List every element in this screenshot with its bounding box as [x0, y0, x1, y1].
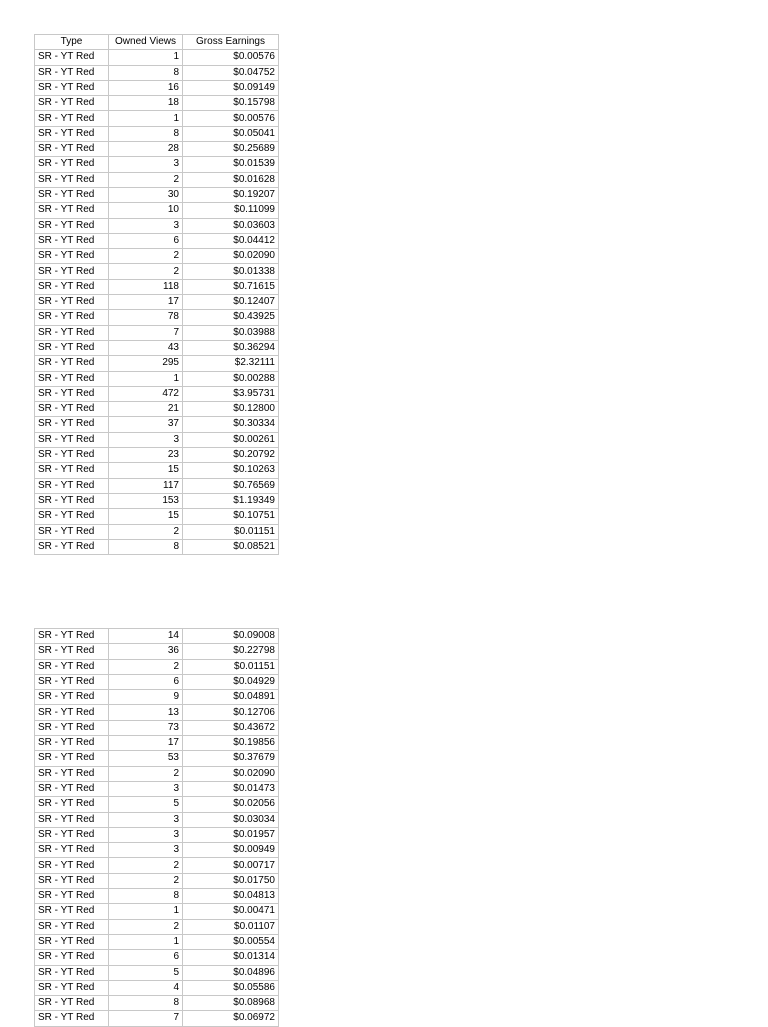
table-row: [35, 80, 279, 95]
table-row: [35, 249, 279, 264]
type-cell[interactable]: SR - YT Red: [35, 417, 109, 432]
owned-views-cell[interactable]: 14: [109, 629, 183, 644]
table-row: [35, 371, 279, 386]
table-row: [35, 279, 279, 294]
table-row: [35, 417, 279, 432]
type-cell[interactable]: SR - YT Red: [35, 1011, 109, 1026]
type-cell[interactable]: SR - YT Red: [35, 279, 109, 294]
owned-views-cell[interactable]: 2: [109, 659, 183, 674]
gross-earnings-cell[interactable]: $0.01957: [183, 827, 279, 842]
table-row: [35, 827, 279, 842]
gross-earnings-cell[interactable]: $0.19856: [183, 736, 279, 751]
table-row: [35, 111, 279, 126]
table-row: [35, 264, 279, 279]
gross-earnings-cell[interactable]: $0.71615: [183, 279, 279, 294]
table-row: [35, 889, 279, 904]
owned-views-cell[interactable]: 153: [109, 493, 183, 508]
type-cell[interactable]: SR - YT Red: [35, 157, 109, 172]
table-row: [35, 310, 279, 325]
table-row: [35, 736, 279, 751]
table-row: [35, 356, 279, 371]
type-cell[interactable]: SR - YT Red: [35, 142, 109, 157]
gross-earnings-cell[interactable]: $0.36294: [183, 340, 279, 355]
type-cell[interactable]: SR - YT Red: [35, 172, 109, 187]
owned-views-cell[interactable]: 8: [109, 996, 183, 1011]
owned-views-cell[interactable]: 2: [109, 858, 183, 873]
owned-views-cell[interactable]: 9: [109, 690, 183, 705]
type-cell[interactable]: SR - YT Red: [35, 629, 109, 644]
owned-views-cell[interactable]: 1: [109, 50, 183, 65]
owned-views-cell[interactable]: 73: [109, 720, 183, 735]
type-cell[interactable]: SR - YT Red: [35, 812, 109, 827]
type-cell[interactable]: SR - YT Red: [35, 919, 109, 934]
owned-views-cell[interactable]: 3: [109, 827, 183, 842]
owned-views-cell[interactable]: 7: [109, 325, 183, 340]
gross-earnings-cell[interactable]: $0.00949: [183, 843, 279, 858]
table-row: [35, 934, 279, 949]
owned-views-cell[interactable]: 36: [109, 644, 183, 659]
gross-earnings-cell[interactable]: $0.25689: [183, 142, 279, 157]
type-cell[interactable]: SR - YT Red: [35, 249, 109, 264]
owned-views-cell[interactable]: 3: [109, 432, 183, 447]
table-row: [35, 463, 279, 478]
type-cell[interactable]: SR - YT Red: [35, 218, 109, 233]
gross-earnings-cell[interactable]: $0.05041: [183, 126, 279, 141]
gross-earnings-cell[interactable]: $0.01314: [183, 950, 279, 965]
gross-earnings-cell[interactable]: $0.02090: [183, 766, 279, 781]
owned-views-cell[interactable]: 295: [109, 356, 183, 371]
owned-views-cell[interactable]: 17: [109, 736, 183, 751]
type-cell[interactable]: SR - YT Red: [35, 493, 109, 508]
owned-views-cell[interactable]: 21: [109, 402, 183, 417]
gross-earnings-cell[interactable]: $0.10751: [183, 509, 279, 524]
owned-views-cell[interactable]: 3: [109, 157, 183, 172]
gross-earnings-cell[interactable]: $2.32111: [183, 356, 279, 371]
gross-earnings-cell[interactable]: $0.03603: [183, 218, 279, 233]
owned-views-cell[interactable]: 3: [109, 812, 183, 827]
table-row: [35, 904, 279, 919]
owned-views-cell[interactable]: 2: [109, 249, 183, 264]
owned-views-cell[interactable]: 8: [109, 889, 183, 904]
type-cell[interactable]: SR - YT Red: [35, 126, 109, 141]
type-cell[interactable]: SR - YT Red: [35, 340, 109, 355]
table-row: [35, 478, 279, 493]
gross-earnings-cell[interactable]: $0.09149: [183, 80, 279, 95]
type-cell[interactable]: SR - YT Red: [35, 80, 109, 95]
gross-earnings-cell[interactable]: $0.15798: [183, 96, 279, 111]
table-row: [35, 980, 279, 995]
type-cell[interactable]: SR - YT Red: [35, 478, 109, 493]
table-row: [35, 812, 279, 827]
type-cell[interactable]: SR - YT Red: [35, 96, 109, 111]
type-cell[interactable]: SR - YT Red: [35, 858, 109, 873]
owned-views-cell[interactable]: 5: [109, 965, 183, 980]
table-row: [35, 187, 279, 202]
gross-earnings-cell[interactable]: $0.04891: [183, 690, 279, 705]
table-row: [35, 509, 279, 524]
type-cell[interactable]: SR - YT Red: [35, 325, 109, 340]
table-row: [35, 674, 279, 689]
type-cell[interactable]: SR - YT Red: [35, 509, 109, 524]
type-cell[interactable]: SR - YT Red: [35, 463, 109, 478]
owned-views-cell[interactable]: 6: [109, 233, 183, 248]
type-cell[interactable]: SR - YT Red: [35, 736, 109, 751]
owned-views-cell[interactable]: 2: [109, 873, 183, 888]
owned-views-cell[interactable]: 2: [109, 172, 183, 187]
gross-earnings-cell[interactable]: $0.37679: [183, 751, 279, 766]
owned-views-cell[interactable]: 8: [109, 126, 183, 141]
table-row: [35, 965, 279, 980]
table-row: [35, 340, 279, 355]
type-cell[interactable]: SR - YT Red: [35, 873, 109, 888]
type-cell[interactable]: SR - YT Red: [35, 402, 109, 417]
gross-earnings-cell[interactable]: $0.30334: [183, 417, 279, 432]
type-cell[interactable]: SR - YT Red: [35, 904, 109, 919]
gross-earnings-cell[interactable]: $0.09008: [183, 629, 279, 644]
type-cell[interactable]: SR - YT Red: [35, 50, 109, 65]
owned-views-cell[interactable]: 1: [109, 934, 183, 949]
type-cell[interactable]: SR - YT Red: [35, 797, 109, 812]
owned-views-cell[interactable]: 16: [109, 80, 183, 95]
table-row: [35, 996, 279, 1011]
gross-earnings-cell[interactable]: $0.00261: [183, 432, 279, 447]
gross-earnings-cell[interactable]: $0.00554: [183, 934, 279, 949]
gross-earnings-cell[interactable]: $0.43925: [183, 310, 279, 325]
gross-earnings-cell[interactable]: $0.01151: [183, 659, 279, 674]
gross-earnings-cell[interactable]: $0.10263: [183, 463, 279, 478]
type-cell[interactable]: SR - YT Red: [35, 674, 109, 689]
owned-views-cell[interactable]: 1: [109, 111, 183, 126]
owned-views-cell[interactable]: 117: [109, 478, 183, 493]
gross-earnings-cell[interactable]: $0.03988: [183, 325, 279, 340]
gross-earnings-cell[interactable]: $0.04896: [183, 965, 279, 980]
gross-earnings-cell[interactable]: $3.95731: [183, 386, 279, 401]
table-row: [35, 843, 279, 858]
owned-views-cell[interactable]: 1: [109, 904, 183, 919]
owned-views-cell[interactable]: 78: [109, 310, 183, 325]
owned-views-cell[interactable]: 3: [109, 781, 183, 796]
type-cell[interactable]: SR - YT Red: [35, 111, 109, 126]
gross-earnings-cell[interactable]: $0.04929: [183, 674, 279, 689]
table-row: [35, 720, 279, 735]
table-row: [35, 766, 279, 781]
owned-views-cell[interactable]: 2: [109, 919, 183, 934]
table-body: [35, 50, 279, 555]
table-row: [35, 203, 279, 218]
table-row: [35, 705, 279, 720]
table-row: [35, 126, 279, 141]
earnings-table-2: [34, 628, 279, 1027]
gross-earnings-header[interactable]: Gross Earnings: [183, 35, 279, 50]
owned-views-cell[interactable]: 2: [109, 264, 183, 279]
type-cell[interactable]: SR - YT Red: [35, 65, 109, 80]
owned-views-cell[interactable]: 18: [109, 96, 183, 111]
owned-views-cell[interactable]: 6: [109, 674, 183, 689]
owned-views-cell[interactable]: 43: [109, 340, 183, 355]
gross-earnings-cell[interactable]: $0.01151: [183, 524, 279, 539]
type-cell[interactable]: SR - YT Red: [35, 980, 109, 995]
owned-views-cell[interactable]: 15: [109, 509, 183, 524]
table-row: [35, 218, 279, 233]
type-cell[interactable]: SR - YT Red: [35, 371, 109, 386]
gross-earnings-cell[interactable]: $0.06972: [183, 1011, 279, 1026]
type-cell[interactable]: SR - YT Red: [35, 187, 109, 202]
gross-earnings-cell[interactable]: $0.01628: [183, 172, 279, 187]
owned-views-cell[interactable]: 17: [109, 295, 183, 310]
gross-earnings-cell[interactable]: $0.00576: [183, 111, 279, 126]
type-cell[interactable]: SR - YT Red: [35, 889, 109, 904]
table-row: [35, 751, 279, 766]
gross-earnings-cell[interactable]: $0.22798: [183, 644, 279, 659]
gross-earnings-cell[interactable]: $0.00288: [183, 371, 279, 386]
gross-earnings-cell[interactable]: $0.01107: [183, 919, 279, 934]
gross-earnings-cell[interactable]: $0.12800: [183, 402, 279, 417]
type-cell[interactable]: SR - YT Red: [35, 843, 109, 858]
table-row: [35, 858, 279, 873]
table-row: [35, 96, 279, 111]
gross-earnings-cell[interactable]: $0.03034: [183, 812, 279, 827]
owned-views-cell[interactable]: 4: [109, 980, 183, 995]
owned-views-header[interactable]: Owned Views: [109, 35, 183, 50]
owned-views-cell[interactable]: 8: [109, 539, 183, 554]
table-row: [35, 781, 279, 796]
table-body: [35, 629, 279, 1027]
type-cell[interactable]: SR - YT Red: [35, 950, 109, 965]
owned-views-cell[interactable]: 6: [109, 950, 183, 965]
gross-earnings-cell[interactable]: $0.00717: [183, 858, 279, 873]
type-cell[interactable]: SR - YT Red: [35, 751, 109, 766]
owned-views-cell[interactable]: 118: [109, 279, 183, 294]
owned-views-cell[interactable]: 2: [109, 766, 183, 781]
gross-earnings-cell[interactable]: $0.01338: [183, 264, 279, 279]
owned-views-cell[interactable]: 53: [109, 751, 183, 766]
gross-earnings-cell[interactable]: $0.11099: [183, 203, 279, 218]
table-row: [35, 295, 279, 310]
header-row: [35, 35, 279, 50]
type-cell[interactable]: SR - YT Red: [35, 644, 109, 659]
gross-earnings-cell[interactable]: $0.00576: [183, 50, 279, 65]
table-row: [35, 142, 279, 157]
gross-earnings-cell[interactable]: $0.04813: [183, 889, 279, 904]
gross-earnings-cell[interactable]: $0.08521: [183, 539, 279, 554]
type-cell[interactable]: SR - YT Red: [35, 233, 109, 248]
gross-earnings-cell[interactable]: $0.04752: [183, 65, 279, 80]
owned-views-cell[interactable]: 1: [109, 371, 183, 386]
table-row: [35, 659, 279, 674]
gross-earnings-cell[interactable]: $0.08968: [183, 996, 279, 1011]
owned-views-cell[interactable]: 7: [109, 1011, 183, 1026]
gross-earnings-cell[interactable]: $0.76569: [183, 478, 279, 493]
type-cell[interactable]: SR - YT Red: [35, 539, 109, 554]
owned-views-cell[interactable]: 8: [109, 65, 183, 80]
owned-views-cell[interactable]: 3: [109, 843, 183, 858]
owned-views-cell[interactable]: 23: [109, 448, 183, 463]
gross-earnings-cell[interactable]: $0.02090: [183, 249, 279, 264]
type-cell[interactable]: SR - YT Red: [35, 827, 109, 842]
type-header[interactable]: Type: [35, 35, 109, 50]
type-cell[interactable]: SR - YT Red: [35, 448, 109, 463]
table-row: [35, 172, 279, 187]
type-cell[interactable]: SR - YT Red: [35, 524, 109, 539]
table-row: [35, 644, 279, 659]
gross-earnings-cell[interactable]: $0.00471: [183, 904, 279, 919]
table-row: [35, 690, 279, 705]
gross-earnings-cell[interactable]: $0.43672: [183, 720, 279, 735]
type-cell[interactable]: SR - YT Red: [35, 203, 109, 218]
type-cell[interactable]: SR - YT Red: [35, 996, 109, 1011]
earnings-table-1: [34, 34, 279, 555]
type-cell[interactable]: SR - YT Red: [35, 690, 109, 705]
gross-earnings-cell[interactable]: $0.12407: [183, 295, 279, 310]
owned-views-cell[interactable]: 13: [109, 705, 183, 720]
owned-views-cell[interactable]: 37: [109, 417, 183, 432]
type-cell[interactable]: SR - YT Red: [35, 965, 109, 980]
table-row: [35, 233, 279, 248]
type-cell[interactable]: SR - YT Red: [35, 432, 109, 447]
owned-views-cell[interactable]: 2: [109, 524, 183, 539]
table-row: [35, 50, 279, 65]
owned-views-cell[interactable]: 10: [109, 203, 183, 218]
type-cell[interactable]: SR - YT Red: [35, 310, 109, 325]
type-cell[interactable]: SR - YT Red: [35, 934, 109, 949]
table-row: [35, 448, 279, 463]
type-cell[interactable]: SR - YT Red: [35, 720, 109, 735]
table-row: [35, 432, 279, 447]
table-row: [35, 157, 279, 172]
gross-earnings-cell[interactable]: $0.20792: [183, 448, 279, 463]
type-cell[interactable]: SR - YT Red: [35, 705, 109, 720]
gross-earnings-cell[interactable]: $0.05586: [183, 980, 279, 995]
type-cell[interactable]: SR - YT Red: [35, 356, 109, 371]
owned-views-cell[interactable]: 28: [109, 142, 183, 157]
owned-views-cell[interactable]: 15: [109, 463, 183, 478]
table-row: [35, 325, 279, 340]
owned-views-cell[interactable]: 30: [109, 187, 183, 202]
table-row: [35, 524, 279, 539]
table-row: [35, 629, 279, 644]
table-row: [35, 919, 279, 934]
table-row: [35, 873, 279, 888]
table-row: [35, 797, 279, 812]
gross-earnings-cell[interactable]: $0.01750: [183, 873, 279, 888]
table-row: [35, 386, 279, 401]
owned-views-cell[interactable]: 5: [109, 797, 183, 812]
type-cell[interactable]: SR - YT Red: [35, 659, 109, 674]
gross-earnings-cell[interactable]: $0.02056: [183, 797, 279, 812]
gross-earnings-cell[interactable]: $1.19349: [183, 493, 279, 508]
gross-earnings-cell[interactable]: $0.04412: [183, 233, 279, 248]
type-cell[interactable]: SR - YT Red: [35, 295, 109, 310]
gross-earnings-cell[interactable]: $0.01539: [183, 157, 279, 172]
gross-earnings-cell[interactable]: $0.12706: [183, 705, 279, 720]
table-row: [35, 539, 279, 554]
gross-earnings-cell[interactable]: $0.19207: [183, 187, 279, 202]
table-row: [35, 65, 279, 80]
owned-views-cell[interactable]: 472: [109, 386, 183, 401]
table-row: [35, 493, 279, 508]
type-cell[interactable]: SR - YT Red: [35, 264, 109, 279]
gross-earnings-cell[interactable]: $0.01473: [183, 781, 279, 796]
type-cell[interactable]: SR - YT Red: [35, 766, 109, 781]
table-row: [35, 402, 279, 417]
type-cell[interactable]: SR - YT Red: [35, 781, 109, 796]
table-row: [35, 950, 279, 965]
owned-views-cell[interactable]: 3: [109, 218, 183, 233]
type-cell[interactable]: SR - YT Red: [35, 386, 109, 401]
